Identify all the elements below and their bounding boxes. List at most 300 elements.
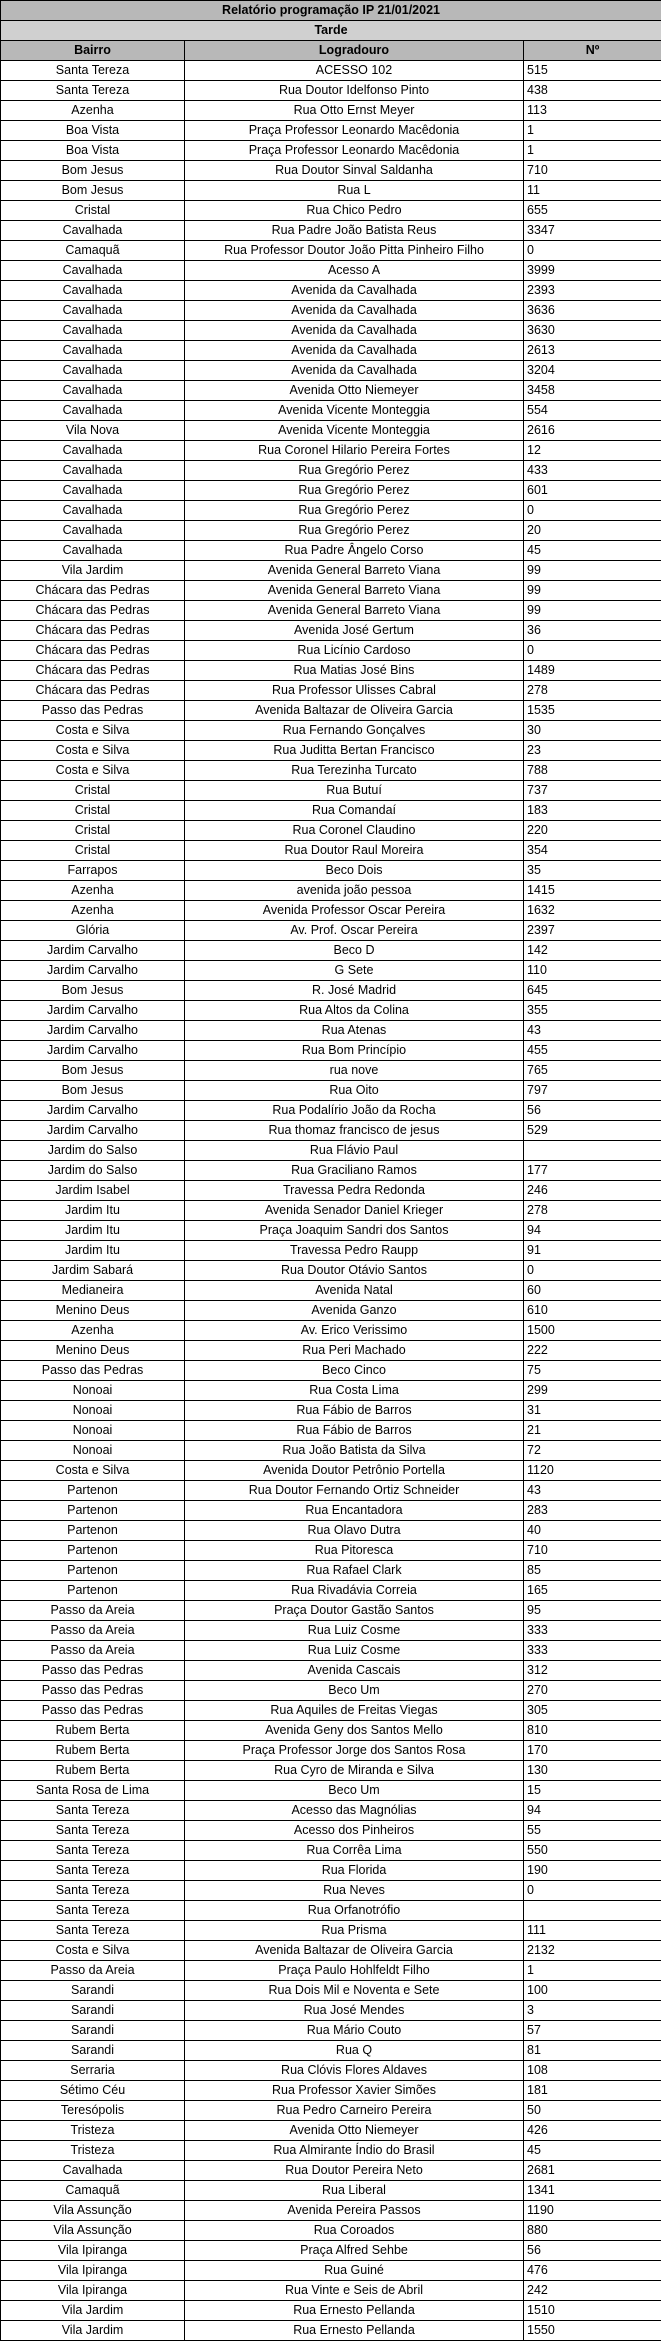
cell-bairro: Sarandi [1,2041,185,2061]
cell-bairro: Jardim Carvalho [1,1041,185,1061]
table-row [1,941,661,961]
cell-numero: 57 [524,2021,661,2041]
cell-numero: 242 [524,2281,661,2301]
cell-numero: 610 [524,1301,661,1321]
cell-logradouro: Rua Licínio Cardoso [185,641,524,661]
cell-logradouro: Rua Altos da Colina [185,1001,524,1021]
cell-numero: 0 [524,641,661,661]
table-row [1,361,661,381]
table-row [1,1161,661,1181]
cell-numero: 554 [524,401,661,421]
cell-numero: 55 [524,1821,661,1841]
cell-bairro: Vila Ipiranga [1,2261,185,2281]
cell-bairro: Cristal [1,841,185,861]
table-row [1,621,661,641]
cell-bairro: Jardim Itu [1,1241,185,1261]
cell-numero: 56 [524,2241,661,2261]
cell-bairro: Jardim Carvalho [1,1001,185,1021]
table-row [1,101,661,121]
cell-numero: 85 [524,1561,661,1581]
cell-logradouro: Rua Luiz Cosme [185,1621,524,1641]
table-row [1,321,661,341]
table-row [1,1701,661,1721]
cell-bairro: Santa Tereza [1,1801,185,1821]
table-row [1,1781,661,1801]
cell-logradouro: Acesso dos Pinheiros [185,1821,524,1841]
cell-logradouro: rua nove [185,1061,524,1081]
cell-numero: 433 [524,461,661,481]
cell-numero: 0 [524,241,661,261]
cell-logradouro: Rua Padre Ângelo Corso [185,541,524,561]
cell-bairro: Vila Jardim [1,561,185,581]
cell-logradouro: Rua José Mendes [185,2001,524,2021]
cell-bairro: Chácara das Pedras [1,661,185,681]
cell-logradouro: Rua Q [185,2041,524,2061]
cell-bairro: Cavalhada [1,481,185,501]
cell-numero: 0 [524,1261,661,1281]
cell-bairro: Nonoai [1,1381,185,1401]
cell-logradouro: Avenida Senador Daniel Krieger [185,1201,524,1221]
cell-logradouro: Rua Guiné [185,2261,524,2281]
cell-numero: 0 [524,1881,661,1901]
table-row [1,2161,661,2181]
table-row [1,1181,661,1201]
cell-numero: 333 [524,1621,661,1641]
cell-logradouro: Rua João Batista da Silva [185,1441,524,1461]
table-row [1,1281,661,1301]
table-row [1,1081,661,1101]
cell-bairro: Vila Ipiranga [1,2241,185,2261]
cell-bairro: Partenon [1,1501,185,1521]
cell-bairro: Cavalhada [1,281,185,301]
cell-logradouro: Rua Dois Mil e Noventa e Sete [185,1981,524,2001]
cell-logradouro: Rua Professor Doutor João Pitta Pinheiro Filho [185,241,524,261]
cell-logradouro: Avenida Otto Niemeyer [185,2121,524,2141]
cell-numero: 100 [524,1981,661,2001]
table-row [1,181,661,201]
cell-numero: 111 [524,1921,661,1941]
cell-logradouro: Avenida General Barreto Viana [185,601,524,621]
cell-numero: 529 [524,1121,661,1141]
cell-numero: 1190 [524,2201,661,2221]
table-row [1,2241,661,2261]
cell-numero: 183 [524,801,661,821]
cell-logradouro: Avenida General Barreto Viana [185,581,524,601]
column-header-row [1,41,661,61]
table-row [1,1981,661,2001]
cell-bairro: Rubem Berta [1,1721,185,1741]
cell-logradouro: Rua Bom Princípio [185,1041,524,1061]
table-row [1,501,661,521]
cell-logradouro: Rua Doutor Sinval Saldanha [185,161,524,181]
cell-numero: 1510 [524,2301,661,2321]
cell-bairro: Azenha [1,1321,185,1341]
table-row [1,1301,661,1321]
cell-bairro: Azenha [1,881,185,901]
table-row [1,1321,661,1341]
cell-logradouro: Rua Aquiles de Freitas Viegas [185,1701,524,1721]
cell-logradouro: Avenida da Cavalhada [185,321,524,341]
cell-bairro: Menino Deus [1,1301,185,1321]
table-row [1,1461,661,1481]
cell-numero: 45 [524,2141,661,2161]
cell-numero: 21 [524,1421,661,1441]
cell-logradouro: Rua Cyro de Miranda e Silva [185,1761,524,1781]
cell-logradouro: Rua Pedro Carneiro Pereira [185,2101,524,2121]
cell-logradouro: Rua Chico Pedro [185,201,524,221]
cell-logradouro: Avenida da Cavalhada [185,341,524,361]
cell-numero: 710 [524,1541,661,1561]
cell-bairro: Passo da Areia [1,1961,185,1981]
cell-numero: 30 [524,721,661,741]
cell-logradouro: Rua Florida [185,1861,524,1881]
cell-numero: 438 [524,81,661,101]
table-row [1,661,661,681]
cell-bairro: Passo das Pedras [1,701,185,721]
cell-bairro: Passo da Areia [1,1621,185,1641]
cell-logradouro: Rua thomaz francisco de jesus [185,1121,524,1141]
table-row [1,341,661,361]
cell-numero: 3636 [524,301,661,321]
cell-numero: 99 [524,601,661,621]
table-row [1,581,661,601]
cell-numero: 12 [524,441,661,461]
cell-numero: 2132 [524,1941,661,1961]
cell-logradouro: Rua Juditta Bertan Francisco [185,741,524,761]
cell-logradouro: Rua Terezinha Turcato [185,761,524,781]
cell-logradouro: Rua Professor Ulisses Cabral [185,681,524,701]
cell-numero: 3999 [524,261,661,281]
cell-bairro: Vila Jardim [1,2321,185,2341]
cell-logradouro: Rua Mário Couto [185,2021,524,2041]
cell-numero: 43 [524,1021,661,1041]
table-row [1,221,661,241]
cell-logradouro: Beco Um [185,1781,524,1801]
cell-logradouro: Praça Joaquim Sandri dos Santos [185,1221,524,1241]
cell-bairro: Passo da Areia [1,1601,185,1621]
cell-bairro: Azenha [1,101,185,121]
cell-numero: 246 [524,1181,661,1201]
cell-numero: 94 [524,1801,661,1821]
cell-logradouro: Avenida da Cavalhada [185,281,524,301]
cell-bairro: Bom Jesus [1,161,185,181]
cell-bairro: Jardim Itu [1,1201,185,1221]
table-row [1,1241,661,1261]
cell-logradouro: Rua Gregório Perez [185,501,524,521]
table-row [1,2321,661,2341]
cell-bairro: Chácara das Pedras [1,621,185,641]
cell-numero: 81 [524,2041,661,2061]
table-row [1,1341,661,1361]
cell-numero: 810 [524,1721,661,1741]
cell-bairro: Partenon [1,1561,185,1581]
cell-bairro: Costa e Silva [1,741,185,761]
table-row [1,1881,661,1901]
cell-bairro: Chácara das Pedras [1,641,185,661]
cell-numero: 355 [524,1001,661,1021]
cell-numero: 1489 [524,661,661,681]
cell-logradouro: Rua Fernando Gonçalves [185,721,524,741]
table-row [1,2081,661,2101]
table-row [1,1821,661,1841]
cell-logradouro: Rua Fábio de Barros [185,1421,524,1441]
cell-logradouro: Rua Butuí [185,781,524,801]
table-row [1,901,661,921]
cell-logradouro: Rua Coronel Hilario Pereira Fortes [185,441,524,461]
cell-numero: 177 [524,1161,661,1181]
cell-logradouro: Rua Fábio de Barros [185,1401,524,1421]
cell-bairro: Jardim Carvalho [1,941,185,961]
cell-bairro: Santa Tereza [1,1881,185,1901]
cell-numero: 56 [524,1101,661,1121]
report-title: Relatório programação IP 21/01/2021 [1,1,661,21]
table-row [1,261,661,281]
table-row [1,1801,661,1821]
cell-numero: 550 [524,1841,661,1861]
cell-logradouro: Acesso A [185,261,524,281]
cell-logradouro: Avenida José Gertum [185,621,524,641]
table-row [1,1841,661,1861]
cell-bairro: Cristal [1,781,185,801]
cell-bairro: Vila Assunção [1,2221,185,2241]
table-row [1,201,661,221]
table-row [1,961,661,981]
cell-bairro: Camaquã [1,2181,185,2201]
cell-logradouro: Avenida Professor Oscar Pereira [185,901,524,921]
cell-logradouro: ACESSO 102 [185,61,524,81]
cell-numero: 2397 [524,921,661,941]
cell-bairro: Azenha [1,901,185,921]
table-row [1,1761,661,1781]
cell-numero: 3630 [524,321,661,341]
cell-numero: 1 [524,141,661,161]
cell-logradouro: Praça Professor Leonardo Macêdonia [185,141,524,161]
cell-bairro: Medianeira [1,1281,185,1301]
table-row [1,561,661,581]
cell-numero: 99 [524,581,661,601]
column-header-bairro: Bairro [1,41,185,61]
cell-numero: 110 [524,961,661,981]
table-row [1,1541,661,1561]
cell-bairro: Passo das Pedras [1,1681,185,1701]
cell-bairro: Vila Jardim [1,2301,185,2321]
cell-numero [524,1901,661,1921]
cell-bairro: Rubem Berta [1,1741,185,1761]
cell-logradouro: Avenida Vicente Monteggia [185,421,524,441]
cell-bairro: Santa Rosa de Lima [1,1781,185,1801]
shift-label: Tarde [1,21,661,41]
table-row [1,1741,661,1761]
cell-bairro: Cavalhada [1,501,185,521]
cell-numero: 3347 [524,221,661,241]
cell-bairro: Cavalhada [1,381,185,401]
cell-logradouro: Rua Doutor Raul Moreira [185,841,524,861]
table-row [1,981,661,1001]
table-row [1,2101,661,2121]
cell-logradouro: Avenida Ganzo [185,1301,524,1321]
cell-bairro: Chácara das Pedras [1,601,185,621]
cell-logradouro: Rua Atenas [185,1021,524,1041]
table-row [1,161,661,181]
cell-numero: 3458 [524,381,661,401]
cell-bairro: Costa e Silva [1,1941,185,1961]
cell-bairro: Cavalhada [1,461,185,481]
table-row [1,1961,661,1981]
cell-numero: 75 [524,1361,661,1381]
cell-bairro: Passo da Areia [1,1641,185,1661]
table-row [1,2281,661,2301]
cell-numero: 737 [524,781,661,801]
cell-bairro: Jardim do Salso [1,1141,185,1161]
cell-bairro: Tristeza [1,2121,185,2141]
cell-logradouro: Beco Dois [185,861,524,881]
cell-numero: 1632 [524,901,661,921]
cell-bairro: Menino Deus [1,1341,185,1361]
cell-bairro: Cristal [1,821,185,841]
cell-logradouro: Rua Podalírio João da Rocha [185,1101,524,1121]
table-row [1,1121,661,1141]
cell-bairro: Cavalhada [1,441,185,461]
table-row [1,641,661,661]
cell-numero: 455 [524,1041,661,1061]
cell-logradouro: Rua Matias José Bins [185,661,524,681]
table-row [1,1901,661,1921]
cell-logradouro: Rua Doutor Idelfonso Pinto [185,81,524,101]
table-row [1,1581,661,1601]
table-row [1,761,661,781]
cell-logradouro: Rua Doutor Otávio Santos [185,1261,524,1281]
cell-numero: 36 [524,621,661,641]
cell-bairro: Costa e Silva [1,1461,185,1481]
cell-bairro: Passo das Pedras [1,1701,185,1721]
cell-logradouro: Rua Comandaí [185,801,524,821]
cell-numero: 1535 [524,701,661,721]
cell-numero: 220 [524,821,661,841]
cell-numero: 35 [524,861,661,881]
cell-bairro: Passo das Pedras [1,1361,185,1381]
cell-bairro: Cristal [1,801,185,821]
table-row [1,2181,661,2201]
cell-bairro: Boa Vista [1,141,185,161]
table-row [1,1441,661,1461]
cell-numero: 72 [524,1441,661,1461]
table-row [1,381,661,401]
cell-logradouro: Rua Oito [185,1081,524,1101]
table-row [1,2301,661,2321]
cell-logradouro: Praça Professor Leonardo Macêdonia [185,121,524,141]
table-row [1,801,661,821]
cell-numero: 710 [524,161,661,181]
cell-logradouro: Av. Prof. Oscar Pereira [185,921,524,941]
cell-logradouro: Rua Gregório Perez [185,521,524,541]
cell-logradouro: Beco Cinco [185,1361,524,1381]
cell-bairro: Santa Tereza [1,1861,185,1881]
table-row [1,921,661,941]
cell-logradouro: Praça Doutor Gastão Santos [185,1601,524,1621]
cell-numero: 270 [524,1681,661,1701]
cell-bairro: Santa Tereza [1,1901,185,1921]
cell-numero: 99 [524,561,661,581]
cell-logradouro: Rua L [185,181,524,201]
cell-logradouro: Rua Encantadora [185,1501,524,1521]
cell-logradouro: Praça Professor Jorge dos Santos Rosa [185,1741,524,1761]
table-row [1,461,661,481]
cell-numero: 765 [524,1061,661,1081]
table-row [1,2021,661,2041]
cell-logradouro: Rua Peri Machado [185,1341,524,1361]
table-row [1,1221,661,1241]
cell-logradouro: Rua Luiz Cosme [185,1641,524,1661]
cell-bairro: Farrapos [1,861,185,881]
cell-logradouro: Rua Gregório Perez [185,481,524,501]
cell-logradouro: Avenida Vicente Monteggia [185,401,524,421]
cell-logradouro: Rua Pitoresca [185,1541,524,1561]
shift-row [1,21,661,41]
cell-numero: 880 [524,2221,661,2241]
table-row [1,521,661,541]
cell-numero: 333 [524,1641,661,1661]
cell-numero: 190 [524,1861,661,1881]
table-row [1,541,661,561]
table-row [1,1481,661,1501]
cell-bairro: Bom Jesus [1,981,185,1001]
cell-logradouro: Travessa Pedro Raupp [185,1241,524,1261]
cell-bairro: Passo das Pedras [1,1661,185,1681]
cell-numero: 788 [524,761,661,781]
cell-bairro: Cavalhada [1,521,185,541]
cell-numero: 165 [524,1581,661,1601]
cell-numero: 354 [524,841,661,861]
table-row [1,1681,661,1701]
cell-numero: 60 [524,1281,661,1301]
cell-logradouro: Rua Coronel Claudino [185,821,524,841]
table-row [1,2141,661,2161]
cell-bairro: Cavalhada [1,361,185,381]
cell-logradouro: Rua Corrêa Lima [185,1841,524,1861]
cell-logradouro: Acesso das Magnólias [185,1801,524,1821]
cell-logradouro: Avenida Baltazar de Oliveira Garcia [185,1941,524,1961]
cell-logradouro: Rua Almirante Índio do Brasil [185,2141,524,2161]
cell-logradouro: G Sete [185,961,524,981]
cell-bairro: Jardim Carvalho [1,1021,185,1041]
cell-logradouro: Avenida General Barreto Viana [185,561,524,581]
cell-numero: 91 [524,1241,661,1261]
cell-numero: 2616 [524,421,661,441]
table-row [1,841,661,861]
cell-bairro: Cavalhada [1,2161,185,2181]
cell-logradouro: Rua Olavo Dutra [185,1521,524,1541]
table-row [1,701,661,721]
cell-numero: 278 [524,1201,661,1221]
cell-logradouro: Rua Rivadávia Correia [185,1581,524,1601]
cell-bairro: Boa Vista [1,121,185,141]
table-row [1,2221,661,2241]
cell-numero: 0 [524,501,661,521]
cell-numero: 1 [524,121,661,141]
cell-numero: 142 [524,941,661,961]
cell-numero: 95 [524,1601,661,1621]
cell-numero: 94 [524,1221,661,1241]
report-title-row [1,1,661,21]
cell-logradouro: Avenida Natal [185,1281,524,1301]
table-row [1,2061,661,2081]
cell-numero: 278 [524,681,661,701]
cell-numero: 45 [524,541,661,561]
cell-numero: 3 [524,2001,661,2021]
cell-logradouro: Praça Alfred Sehbe [185,2241,524,2261]
table-row [1,1381,661,1401]
cell-logradouro: Rua Clóvis Flores Aldaves [185,2061,524,2081]
